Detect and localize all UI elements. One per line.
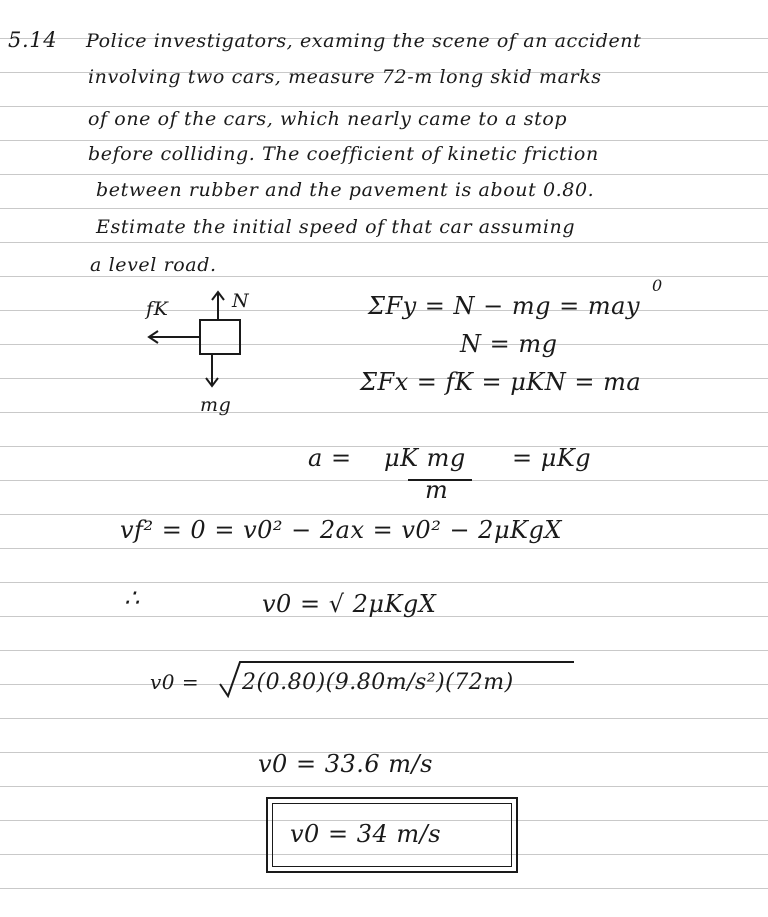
sum-fy-equation: ΣFy = N − mg = may [368, 292, 641, 320]
v0-substitution-left: v0 = [150, 670, 200, 694]
problem-line-4: before colliding. The coefficient of kinetic friction [88, 143, 599, 165]
weight-label: mg [200, 394, 232, 416]
block-shape [200, 320, 240, 354]
v0-formula: v0 = √ 2μKgX [262, 590, 437, 618]
acceleration-right: = μKg [512, 444, 592, 472]
problem-line-5: between rubber and the pavement is about 0.80. [96, 179, 595, 201]
problem-line-2: involving two cars, measure 72-m long skid marks [88, 66, 602, 88]
problem-line-1: Police investigators, examing the scene of an accident [86, 30, 642, 52]
acceleration-numerator: μK mg [384, 444, 466, 472]
ay-zero: 0 [652, 276, 663, 295]
v0-value: v0 = 33.6 m/s [258, 750, 433, 778]
kinematic-equation: vf² = 0 = v0² − 2ax = v0² − 2μKgX [120, 516, 562, 544]
normal-label: N [232, 290, 250, 312]
acceleration-left: a = [308, 444, 352, 472]
problem-line-7: a level road. [90, 254, 217, 276]
sum-fx-equation: ΣFx = fK = μKN = ma [360, 368, 642, 396]
friction-label: fK [146, 298, 169, 320]
therefore-symbol: ∴ [124, 584, 140, 612]
radical-sign [218, 660, 578, 700]
v0-substitution-root: 2(0.80)(9.80m/s²)(72m) [242, 670, 514, 695]
final-answer: v0 = 34 m/s [290, 820, 442, 848]
problem-line-3: of one of the cars, which nearly came to a stop [88, 108, 568, 130]
acceleration-denominator: m [425, 476, 449, 504]
problem-number: 5.14 [8, 28, 58, 52]
problem-line-6: Estimate the initial speed of that car assuming [96, 216, 576, 238]
normal-equation: N = mg [460, 330, 558, 358]
